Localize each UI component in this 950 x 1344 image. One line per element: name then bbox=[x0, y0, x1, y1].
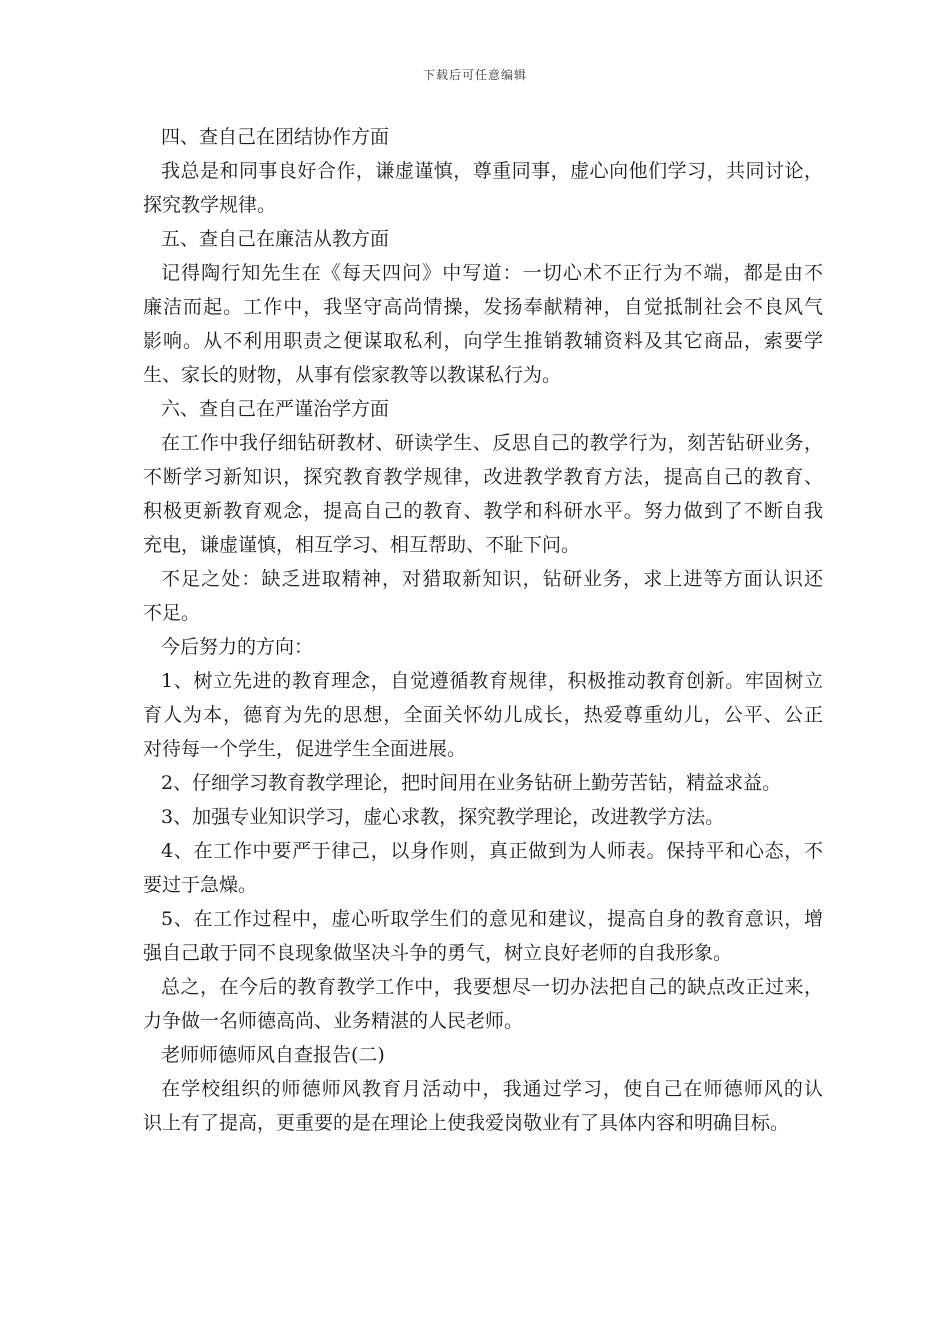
paragraph-line: 在工作中我仔细钻研教材、研读学生、反思自己的教学行为，刻苦钻研业务， bbox=[161, 432, 823, 454]
list-item-line: 3、加强专业知识学习，虚心求教，探究教学理论，改进教学方法。 bbox=[161, 806, 725, 828]
paragraph-line: 不足。 bbox=[143, 602, 201, 624]
section-heading: 四、查自己在团结协作方面 bbox=[161, 126, 390, 148]
paragraph-line: 力争做一名师德高尚、业务精湛的人民老师。 bbox=[143, 1010, 524, 1032]
section-heading: 五、查自己在廉洁从教方面 bbox=[161, 228, 390, 250]
paragraph-line: 探究教学规律。 bbox=[143, 194, 277, 216]
paragraph-line: 不足之处：缺乏进取精神，对猎取新知识，钻研业务，求上进等方面认识还 bbox=[161, 568, 823, 590]
paragraph-line: 识上有了提高，更重要的是在理论上使我爱岗敬业有了具体内容和明确目标。 bbox=[143, 1112, 790, 1134]
section-title: 老师师德师风自查报告(二) bbox=[161, 1044, 385, 1066]
paragraph-line: 总之，在今后的教育教学工作中，我要想尽一切办法把自己的缺点改正过来， bbox=[161, 976, 823, 998]
paragraph-line: 充电，谦虚谨慎，相互学习、相互帮助、不耻下问。 bbox=[143, 534, 581, 556]
paragraph-line: 记得陶行知先生在《每天四问》中写道：一切心术不正行为不端，都是由不 bbox=[161, 262, 823, 284]
list-item-line: 1、树立先进的教育理念，自觉遵循教育规律，积极推动教育创新。牢固树立 bbox=[161, 670, 823, 692]
list-item-line: 5、在工作过程中，虚心听取学生们的意见和建议，提高自身的教育意识，增 bbox=[161, 908, 823, 930]
list-item-line: 要过于急燥。 bbox=[143, 874, 258, 896]
section-heading: 六、查自己在严谨治学方面 bbox=[161, 398, 390, 420]
paragraph-line: 廉洁而起。工作中，我坚守高尚情操，发扬奉献精神，自觉抵制社会不良风气 bbox=[143, 296, 823, 318]
paragraph-line: 在学校组织的师德师风教育月活动中，我通过学习，使自己在师德师风的认 bbox=[161, 1078, 823, 1100]
paragraph-line: 今后努力的方向： bbox=[161, 636, 314, 658]
paragraph-line: 我总是和同事良好合作，谦虚谨慎，尊重同事，虚心向他们学习，共同讨论， bbox=[161, 160, 823, 182]
paragraph-line: 不断学习新知识，探究教育教学规律，改进教学教育方法，提高自己的教育、 bbox=[143, 466, 823, 488]
list-item-line: 4、在工作中要严于律己，以身作则，真正做到为人师表。保持平和心态，不 bbox=[161, 840, 823, 862]
paragraph-line: 影响。从不利用职责之便谋取私利，向学生推销教辅资料及其它商品，索要学 bbox=[143, 330, 823, 352]
list-item-line: 对待每一个学生，促进学生全面进展。 bbox=[143, 738, 467, 760]
paragraph-line: 积极更新教育观念，提高自己的教育、教学和科研水平。努力做到了不断自我 bbox=[143, 500, 823, 522]
paragraph-line: 生、家长的财物，从事有偿家教等以教谋私行为。 bbox=[143, 364, 562, 386]
page-header: 下载后可任意编辑 bbox=[422, 68, 527, 82]
list-item-line: 强自己敢于同不良现象做坚决斗争的勇气，树立良好老师的自我形象。 bbox=[143, 942, 733, 964]
document-body bbox=[143, 120, 823, 1140]
list-item-line: 育人为本，德育为先的思想，全面关怀幼儿成长，热爱尊重幼儿，公平、公正 bbox=[143, 704, 823, 726]
list-item-line: 2、仔细学习教育教学理论，把时间用在业务钻研上勤劳苦钻，精益求益。 bbox=[161, 772, 782, 794]
